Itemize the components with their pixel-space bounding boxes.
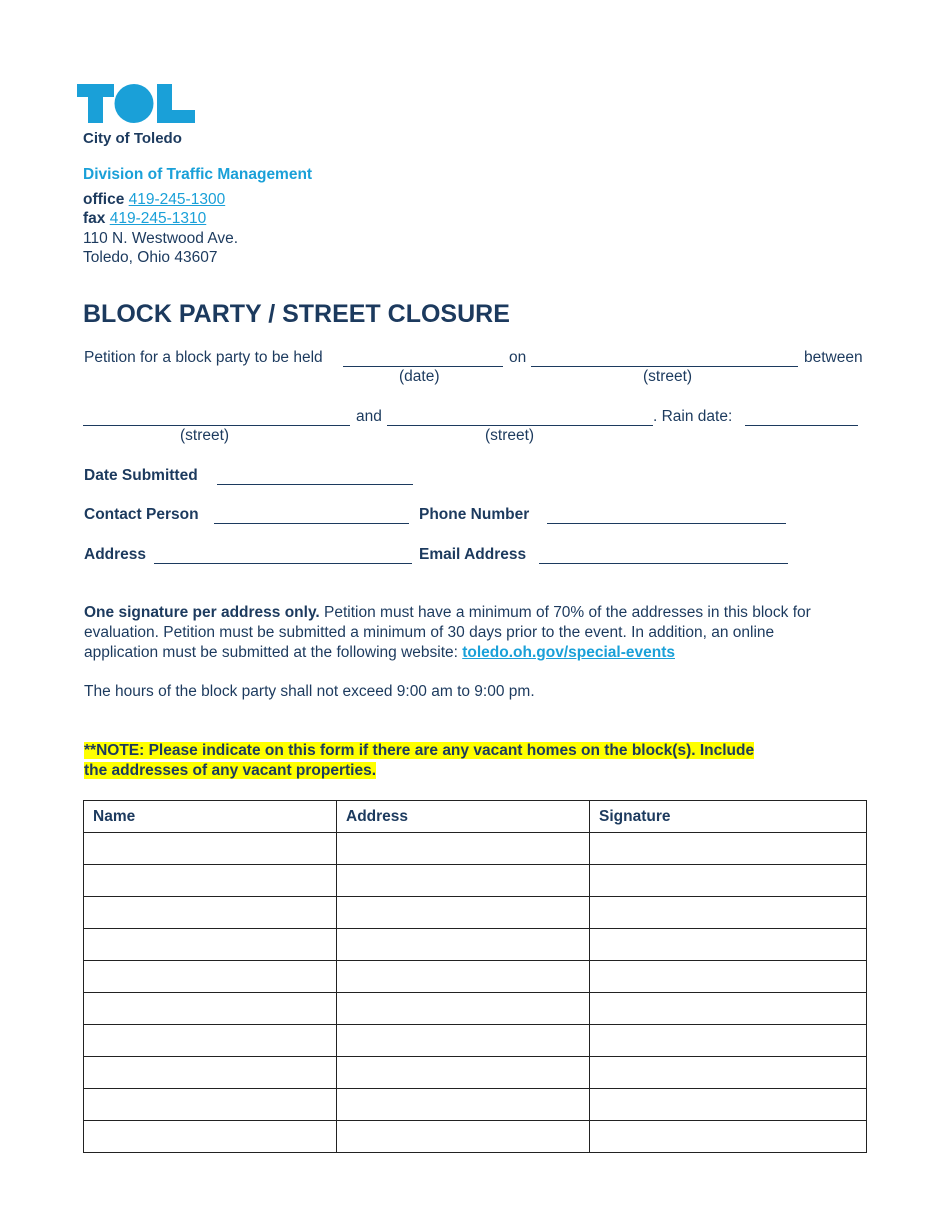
table-body bbox=[84, 833, 867, 1153]
table-row bbox=[84, 865, 867, 897]
address-cell[interactable] bbox=[337, 1089, 590, 1121]
signature-cell[interactable] bbox=[590, 1025, 867, 1057]
instructions-line-3 bbox=[84, 644, 675, 662]
street-blank-3[interactable] bbox=[387, 411, 653, 426]
instructions-text-3: application must be submitted at the following website: bbox=[84, 644, 463, 661]
table-row bbox=[84, 929, 867, 961]
instructions-bold: One signature per address only. bbox=[84, 604, 320, 621]
phone-number-blank[interactable] bbox=[547, 509, 786, 524]
signature-cell[interactable] bbox=[590, 897, 867, 929]
signature-cell[interactable] bbox=[590, 1057, 867, 1089]
instructions-line-2: evaluation. Petition must be submitted a minimum of 30 days prior to the event. In addition, an online bbox=[84, 624, 775, 641]
table-row bbox=[84, 1057, 867, 1089]
contact-person-blank[interactable] bbox=[214, 509, 409, 524]
logo-city-name: City of Toledo bbox=[83, 130, 182, 147]
street-caption-1: (street) bbox=[643, 368, 693, 385]
street-caption-3: (street) bbox=[485, 427, 535, 444]
address-cell[interactable] bbox=[337, 929, 590, 961]
special-events-link[interactable]: toledo.oh.gov/special-events bbox=[462, 644, 675, 661]
signature-cell[interactable] bbox=[590, 865, 867, 897]
fax-phone-link[interactable]: 419-245-1310 bbox=[109, 210, 207, 227]
table-row bbox=[84, 961, 867, 993]
office-label: office bbox=[83, 191, 125, 208]
table-header-row bbox=[84, 801, 867, 833]
instructions-text-1: Petition must have a minimum of 70% of the addresses in this block for bbox=[319, 604, 811, 621]
address-cell[interactable] bbox=[337, 1025, 590, 1057]
address-cell[interactable] bbox=[337, 1121, 590, 1153]
signature-cell[interactable] bbox=[590, 1121, 867, 1153]
name-cell[interactable] bbox=[84, 1121, 337, 1153]
address-blank[interactable] bbox=[154, 549, 412, 564]
header-address: Address bbox=[337, 801, 590, 833]
table-row bbox=[84, 1025, 867, 1057]
name-cell[interactable] bbox=[84, 1089, 337, 1121]
table-row bbox=[84, 833, 867, 865]
address-cell[interactable] bbox=[337, 961, 590, 993]
address-label: Address bbox=[84, 546, 147, 563]
table-row bbox=[84, 1121, 867, 1153]
name-cell[interactable] bbox=[84, 1057, 337, 1089]
division-name: Division of Traffic Management bbox=[83, 166, 313, 183]
address-cell[interactable] bbox=[337, 993, 590, 1025]
rain-date-blank[interactable] bbox=[745, 411, 858, 426]
header-name: Name bbox=[84, 801, 337, 833]
date-submitted-label: Date Submitted bbox=[84, 467, 198, 484]
header-signature: Signature bbox=[590, 801, 867, 833]
table-row bbox=[84, 1089, 867, 1121]
table-row bbox=[84, 897, 867, 929]
date-submitted-blank[interactable] bbox=[217, 470, 413, 485]
name-cell[interactable] bbox=[84, 897, 337, 929]
note-line-1 bbox=[84, 742, 754, 760]
petition-and: and bbox=[356, 408, 382, 425]
address-cell[interactable] bbox=[337, 865, 590, 897]
note-line-2 bbox=[84, 762, 376, 780]
name-cell[interactable] bbox=[84, 993, 337, 1025]
signature-cell[interactable] bbox=[590, 1089, 867, 1121]
signature-cell[interactable] bbox=[590, 833, 867, 865]
email-address-blank[interactable] bbox=[539, 549, 788, 564]
note-text-1: **NOTE: Please indicate on this form if there are any vacant homes on the block(s). Include bbox=[84, 742, 755, 759]
toledo-logo bbox=[77, 84, 197, 124]
address-line-1: 110 N. Westwood Ave. bbox=[83, 230, 239, 247]
contact-person-label: Contact Person bbox=[84, 506, 199, 523]
date-caption: (date) bbox=[399, 368, 440, 385]
instructions-line-1 bbox=[84, 604, 811, 622]
street-blank-2[interactable] bbox=[83, 411, 350, 426]
date-blank[interactable] bbox=[343, 352, 503, 367]
street-blank-1[interactable] bbox=[531, 352, 798, 367]
signature-cell[interactable] bbox=[590, 961, 867, 993]
name-cell[interactable] bbox=[84, 833, 337, 865]
address-cell[interactable] bbox=[337, 897, 590, 929]
phone-number-label: Phone Number bbox=[419, 506, 530, 523]
address-cell[interactable] bbox=[337, 1057, 590, 1089]
signature-table bbox=[83, 800, 867, 1153]
name-cell[interactable] bbox=[84, 1025, 337, 1057]
note-text-2: the addresses of any vacant properties. bbox=[84, 762, 377, 779]
fax-label: fax bbox=[83, 210, 106, 227]
name-cell[interactable] bbox=[84, 865, 337, 897]
fax-line bbox=[83, 210, 206, 228]
signature-cell[interactable] bbox=[590, 929, 867, 961]
petition-on: on bbox=[509, 349, 527, 366]
office-line bbox=[83, 191, 225, 209]
email-address-label: Email Address bbox=[419, 546, 527, 563]
street-caption-2: (street) bbox=[180, 427, 230, 444]
hours-text: The hours of the block party shall not exceed 9:00 am to 9:00 pm. bbox=[84, 683, 535, 700]
rain-date-label: . Rain date: bbox=[653, 408, 733, 425]
address-cell[interactable] bbox=[337, 833, 590, 865]
petition-text: Petition for a block party to be held bbox=[84, 349, 323, 366]
address-line-2: Toledo, Ohio 43607 bbox=[83, 249, 218, 266]
petition-between: between bbox=[804, 349, 863, 366]
page-title: BLOCK PARTY / STREET CLOSURE bbox=[83, 300, 510, 328]
office-phone-link[interactable]: 419-245-1300 bbox=[128, 191, 226, 208]
signature-cell[interactable] bbox=[590, 993, 867, 1025]
name-cell[interactable] bbox=[84, 961, 337, 993]
table-row bbox=[84, 993, 867, 1025]
name-cell[interactable] bbox=[84, 929, 337, 961]
